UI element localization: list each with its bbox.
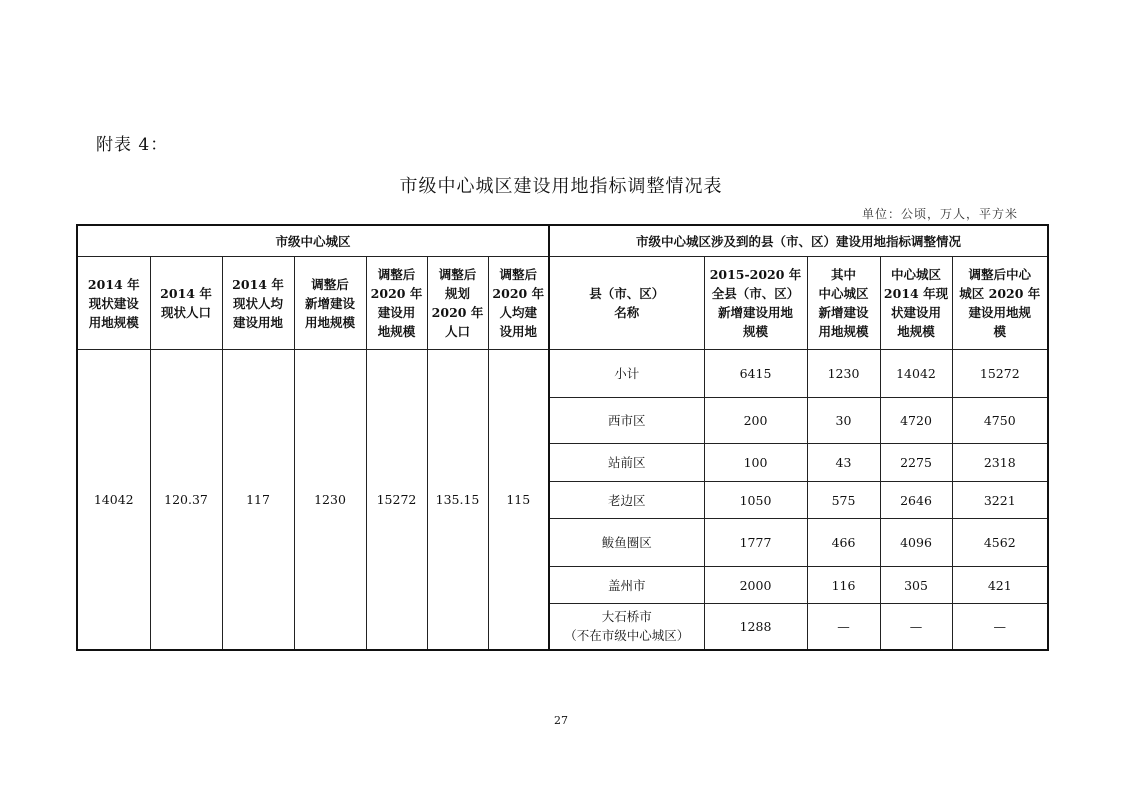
county-name-cell: 大石桥市 （不在市级中心城区） xyxy=(549,604,704,650)
table-cell: 14042 xyxy=(77,350,150,650)
column-header: 调整后 新增建设 用地规模 xyxy=(294,257,366,350)
column-header: 调整后 规划 2020 年 人口 xyxy=(427,257,488,350)
table-cell: 1288 xyxy=(704,604,807,650)
table-cell: 43 xyxy=(807,444,880,482)
table-cell: — xyxy=(952,604,1048,650)
county-name-cell: 西市区 xyxy=(549,398,704,444)
table-cell: 4720 xyxy=(880,398,952,444)
column-header: 2015-2020 年 全县（市、区） 新增建设用地 规模 xyxy=(704,257,807,350)
table-cell: 135.15 xyxy=(427,350,488,650)
table-cell: 3221 xyxy=(952,482,1048,519)
table-cell: 200 xyxy=(704,398,807,444)
table-cell: 4750 xyxy=(952,398,1048,444)
table-cell: 117 xyxy=(222,350,294,650)
table-row xyxy=(77,350,1048,398)
table-cell: 1230 xyxy=(807,350,880,398)
table-cell: 4096 xyxy=(880,519,952,567)
table-cell: 2000 xyxy=(704,567,807,604)
county-name-cell: 鲅鱼圈区 xyxy=(549,519,704,567)
group-header-county-adjustment: 市级中心城区涉及到的县（市、区）建设用地指标调整情况 xyxy=(549,225,1048,257)
table-cell: 120.37 xyxy=(150,350,222,650)
table-cell: 2275 xyxy=(880,444,952,482)
table-cell: 575 xyxy=(807,482,880,519)
unit-note: 单位：公顷，万人，平方米 xyxy=(861,207,1018,221)
column-header: 2014 年 现状人均 建设用地 xyxy=(222,257,294,350)
county-name-cell: 老边区 xyxy=(549,482,704,519)
table-cell: 1777 xyxy=(704,519,807,567)
page-number: 27 xyxy=(554,714,568,727)
table-cell: 1230 xyxy=(294,350,366,650)
column-header: 调整后中心 城区 2020 年 建设用地规 模 xyxy=(952,257,1048,350)
group-header-row xyxy=(77,225,1048,257)
table-cell: 116 xyxy=(807,567,880,604)
column-header: 2014 年 现状人口 xyxy=(150,257,222,350)
table-cell: 115 xyxy=(488,350,549,650)
table-cell: 15272 xyxy=(952,350,1048,398)
group-header-city-center: 市级中心城区 xyxy=(77,225,549,257)
indicator-table xyxy=(76,224,1049,651)
table-cell: 15272 xyxy=(366,350,427,650)
appendix-label: 附表 4： xyxy=(96,135,169,155)
table-cell: 305 xyxy=(880,567,952,604)
county-name-cell: 站前区 xyxy=(549,444,704,482)
table-cell: 2646 xyxy=(880,482,952,519)
table-cell: 100 xyxy=(704,444,807,482)
table-cell: — xyxy=(880,604,952,650)
table-cell: 4562 xyxy=(952,519,1048,567)
table-cell: 6415 xyxy=(704,350,807,398)
column-header: 其中 中心城区 新增建设 用地规模 xyxy=(807,257,880,350)
table-cell: 1050 xyxy=(704,482,807,519)
column-header: 县（市、区） 名称 xyxy=(549,257,704,350)
county-name-cell: 小计 xyxy=(549,350,704,398)
table-cell: 30 xyxy=(807,398,880,444)
table-cell: 14042 xyxy=(880,350,952,398)
column-header-row xyxy=(77,257,1048,350)
column-header: 调整后 2020 年 人均建 设用地 xyxy=(488,257,549,350)
column-header: 调整后 2020 年 建设用 地规模 xyxy=(366,257,427,350)
table-cell: — xyxy=(807,604,880,650)
table-title: 市级中心城区建设用地指标调整情况表 xyxy=(399,176,723,197)
column-header: 2014 年 现状建设 用地规模 xyxy=(77,257,150,350)
column-header: 中心城区 2014 年现 状建设用 地规模 xyxy=(880,257,952,350)
table-cell: 2318 xyxy=(952,444,1048,482)
county-name-cell: 盖州市 xyxy=(549,567,704,604)
table-cell: 466 xyxy=(807,519,880,567)
table-cell: 421 xyxy=(952,567,1048,604)
